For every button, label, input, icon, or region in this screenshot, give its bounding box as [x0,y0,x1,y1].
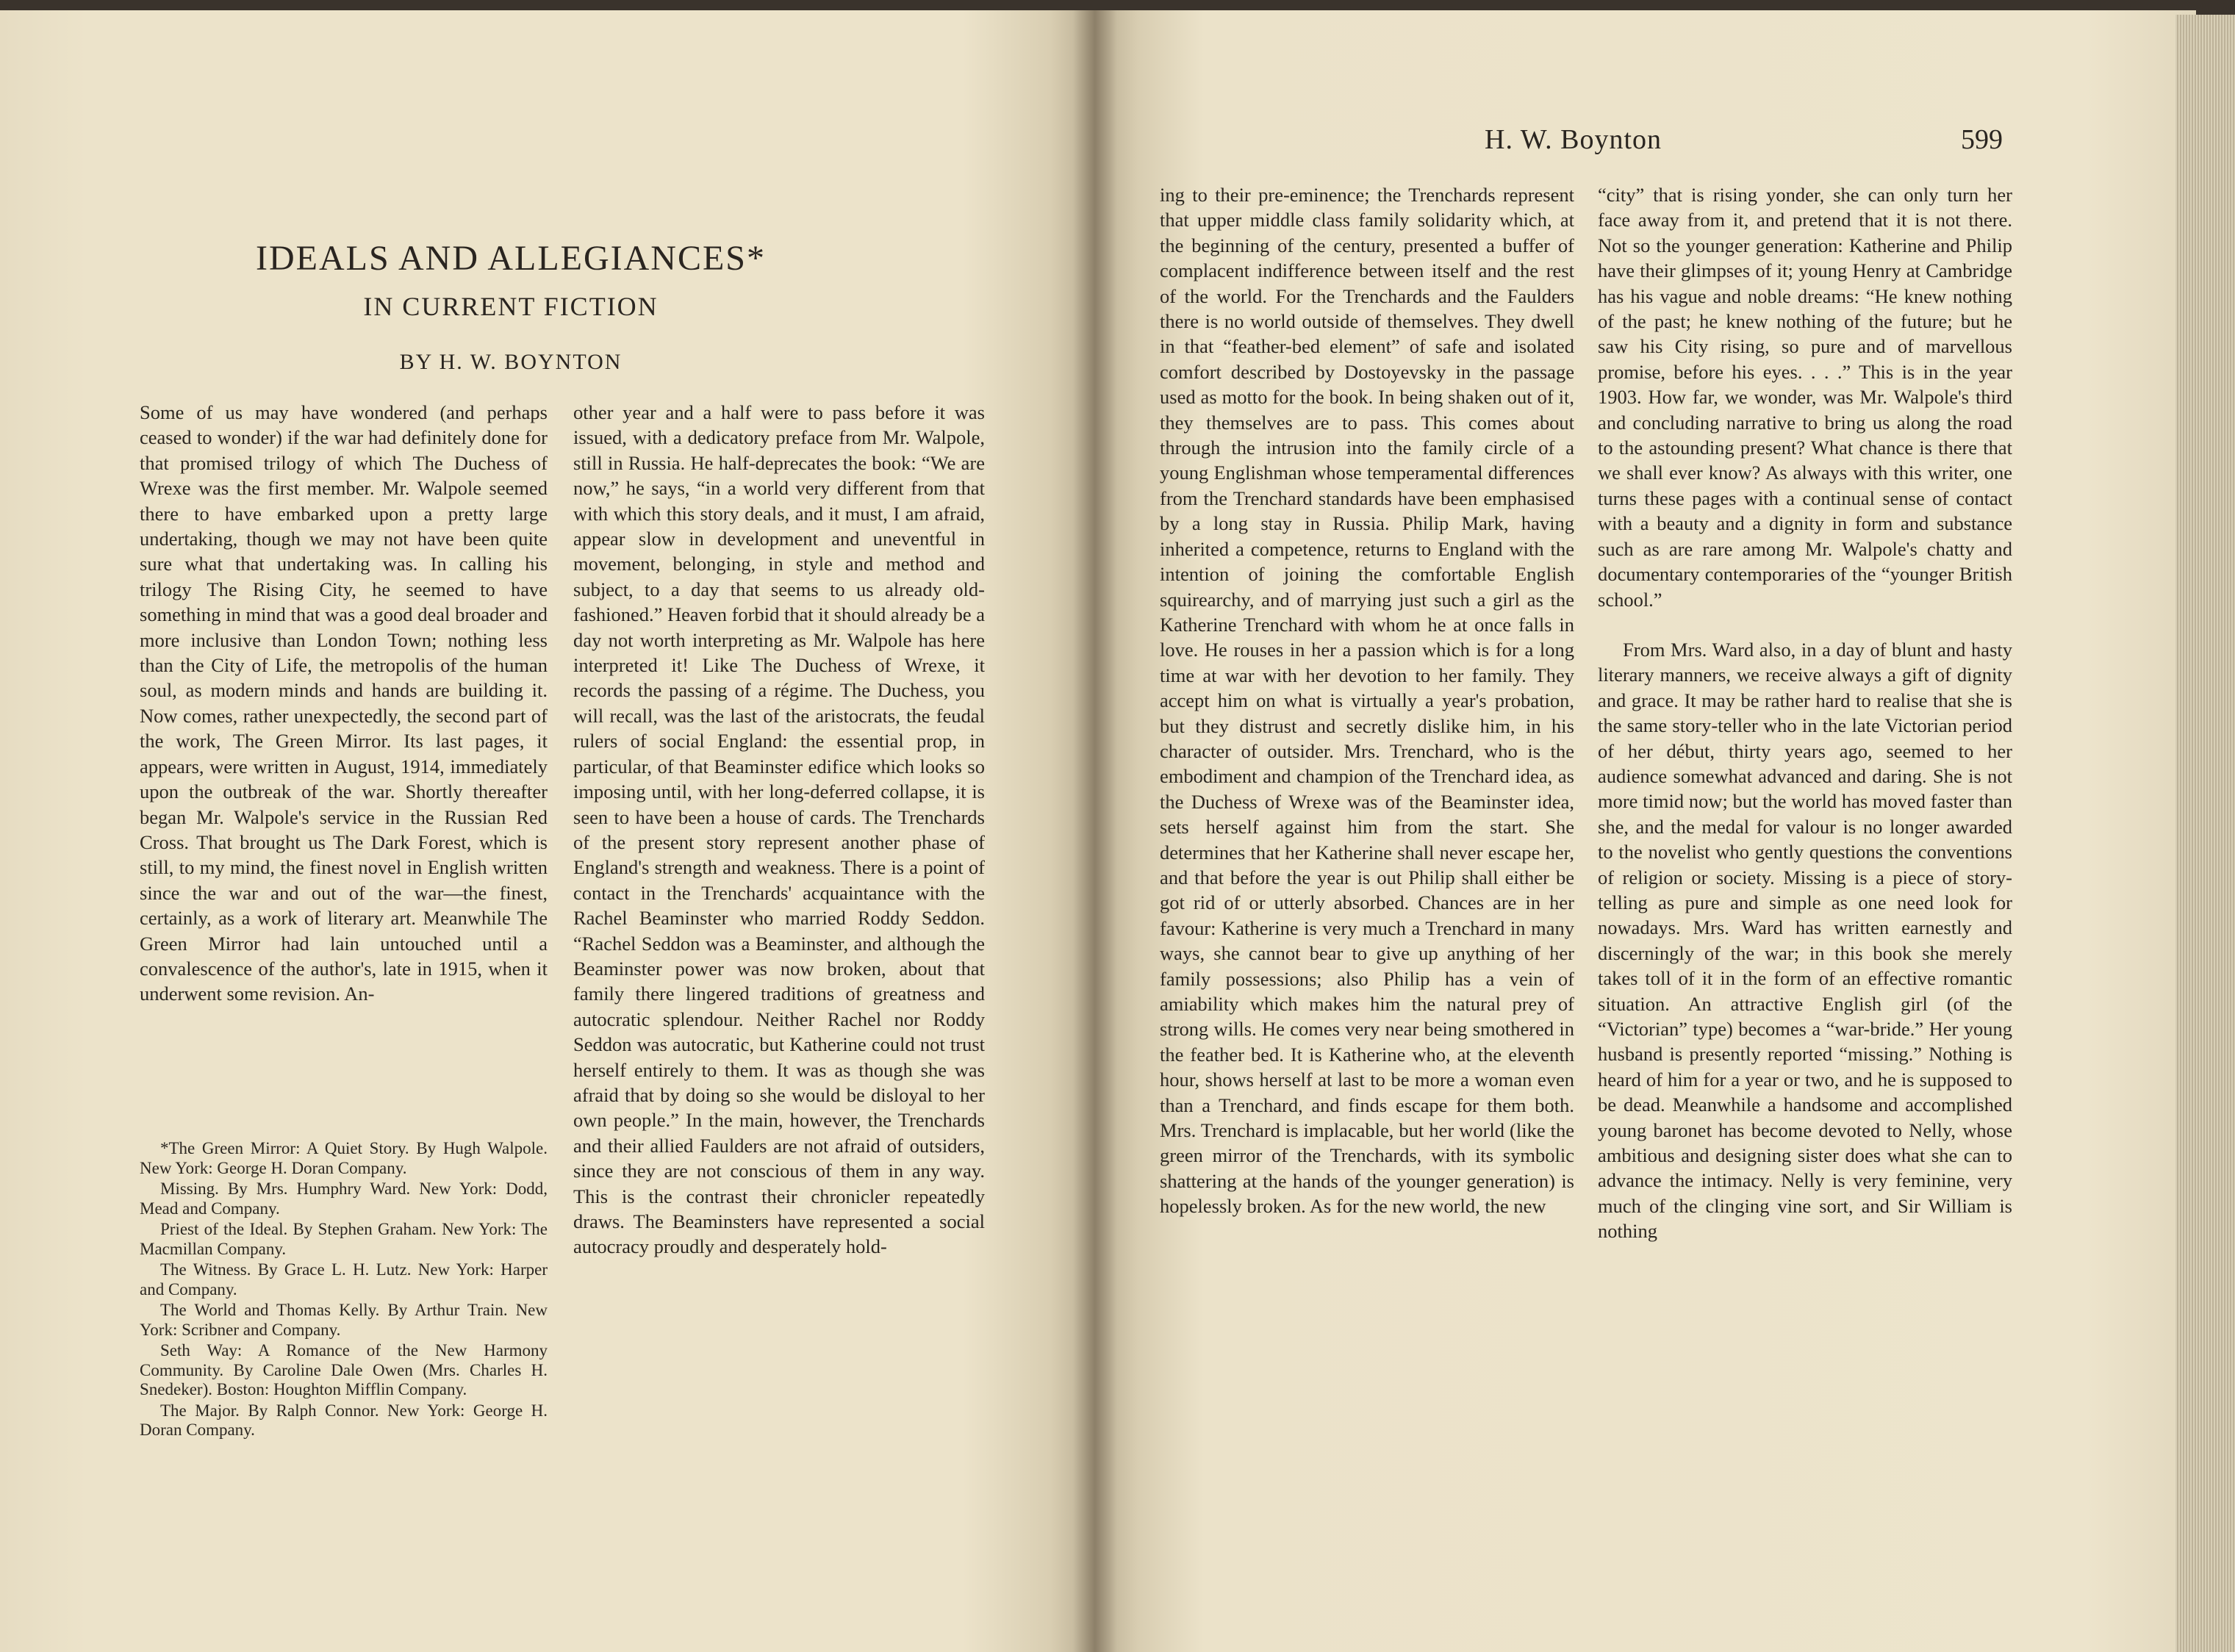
footnote: The Witness. By Grace L. H. Lutz. New York: Harper and Company. [140,1260,548,1299]
text-column-4 [1598,182,2012,1244]
article-byline: BY H. W. BOYNTON [399,350,623,374]
text-column-3 [1160,182,1574,1219]
text-column-2 [573,400,985,1260]
article-title: IDEALS AND ALLEGIANCES* [256,239,766,278]
book-gutter [1073,10,1117,1652]
paragraph: Some of us may have wondered (and perhaps ceased to wonder) if the war had definitely done for that promised trilogy of which The Duchess of Wrexe was the first member. Mr. Walpole seemed there to have embarked upon a pretty large undertaking, though we may not have been quite sure what that undertaking was. In calling his trilogy The Rising City, he seemed to have something in mind that was a good deal broader and more inclusive than London Town; nothing less than the City of Life, the metropolis of the human soul, as modern minds and hands are building it. Now comes, rather unexpectedly, the second part of the work, The Green Mirror. Its last pages, it appears, were written in August, 1914, immediately upon the outbreak of the war. Shortly thereafter began Mr. Walpole's service in the Russian Red Cross. That brought us The Dark Forest, which is still, to my mind, the finest novel in English written since the war and out of the war—the finest, certainly, as a work of literary art. Meanwhile The Green Mirror had lain untouched until a convalescence of the author's, late in 1915, when it underwent some revision. An- [140,401,548,1005]
footnote: Missing. By Mrs. Humphry Ward. New York: Dodd, Mead and Company. [140,1179,548,1218]
page-number: 599 [1961,124,2003,155]
footnote: The Major. By Ralph Connor. New York: George H. Doran Company. [140,1401,548,1439]
footnote: Priest of the Ideal. By Stephen Graham. New York: The Macmillan Company. [140,1220,548,1258]
paragraph: From Mrs. Ward also, in a day of blunt and hasty literary manners, we receive always a gift of dignity and grace. It may be rather hard to realise that she is the same story-teller who in the late Victorian period of her début, thirty years ago, seemed to her audience somewhat advanced and daring. She is not more timid now; but the world has moved faster than she, and the medal for valour is no longer awarded to the novelist who gently questions the conventions of religion or society. Missing is a piece of story-telling as pure and simple as one need look for nowadays. Mrs. Ward has written earnestly and discerningly of the war; in this book she merely takes toll of it in the form of an effective romantic situation. An attractive English girl (of the “Victorian” type) becomes a “war-bride.” Her young husband is presently reported “missing.” Nothing is heard of him for a year or two, and he is supposed to be dead. Meanwhile a handsome and accomplished young baronet has become devoted to Nelly, whose ambitious and designing sister does what she can to advance the intimacy. Nelly is very feminine, very much of the clinging vine sort, and Sir William is nothing [1598,638,2012,1243]
footnotes [140,1139,548,1442]
paragraph: other year and a half were to pass before it was issued, with a dedicatory preface from Mr. Walpole, still in Russia. He half-deprecates the book: “We are now,” he says, “in a world very different from that with which this story deals, and it must, I am afraid, appear slow in development and uneventful in movement, belonging, in style and method and subject, to a day that seems to us already old-fashioned.” Heaven forbid that it should already be a day not worth interpreting as Mr. Walpole has here interpreted it! Like The Duchess of Wrexe, it records the passing of a régime. The Duchess, you will recall, was the last of the aristocrats, the feudal rulers of social England: the essential prop, in particular, of that Beaminster edifice which looks so imposing until, with her long-deferred collapse, it is seen to have been a house of cards. The Trenchards of the present story represent another phase of England's strength and weakness. There is a point of contact in the Trenchards' acquaintance with the Rachel Beaminster who married Roddy Seddon. “Rachel Seddon was a Beaminster, and although the Beaminster power was now broken, about that family there lingered traditions of greatness and autocratic splendour. Neither Rachel nor Roddy Seddon was autocratic, but Katherine could not trust herself entirely to them. It was as though she was afraid that by doing so she would be disloyal to her own people.” In the main, however, the Trenchards and their allied Faulders are not afraid of outsiders, since they are not conscious of them in any way. This is the contrast their chronicler repeatedly draws. The Beaminsters have represented a social autocracy proudly and desperately hold- [573,401,985,1258]
footnote: The World and Thomas Kelly. By Arthur Train. New York: Scribner and Company. [140,1301,548,1339]
footnote: Seth Way: A Romance of the New Harmony Community. By Caroline Dale Owen (Mrs. Charles H. Snedeker). Boston: Houghton Mifflin Company. [140,1341,548,1398]
article-subtitle: IN CURRENT FICTION [363,292,659,321]
paragraph: “city” that is rising yonder, she can only turn her face away from it, and pretend that it is not there. Not so the younger generation: Katherine and Philip have their glimpses of it; young Henry at Cambridge has his vague and noble dreams: “He knew nothing of the past; he knew nothing of the future; but he saw his City rising, so pure and of marvellous promise, before his eyes. . . .” This is in the year 1903. How far, we wonder, was Mr. Walpole's third and concluding narrative to bring us along the road to the astounding present? What chance is there that we shall ever know? As always with this writer, one turns these pages with a continual sense of contact with a beauty and a dignity in form and substance such as are rare among Mr. Walpole's chatty and documentary contemporaries of the “younger British school.” [1598,184,2012,611]
page-edges [2175,15,2235,1652]
text-column-1 [140,400,548,1007]
running-head: H. W. Boynton [1485,124,1662,155]
paragraph: ing to their pre-eminence; the Trenchards represent that upper middle class family solidarity which, at the beginning of the century, presented a buffer of complacent indifference between itself and the rest of the world. For the Trenchards and the Faulders there is no world outside of themselves. They dwell in that “feather-bed element” of safe and isolated comfort described by Dostoyevsky in the passage used as motto for the book. In being shaken out of it, they themselves are to pass. This comes about through the intrusion into the family circle of a young Englishman whose temperamental differences from the Trenchard standards have been emphasised by a long stay in Russia. Philip Mark, having inherited a competence, returns to England with the intention of joining the comfortable English squirearchy, and of marrying just such a girl as the Katherine Trenchard with whom he at once falls in love. He rouses in her a passion which is for a long time at war with her devotion to her family. They accept him on what is virtually a year's probation, but they distrust and secretly dislike him, in his character of outsider. Mrs. Trenchard, who is the embodiment and champion of the Trenchard idea, as the Duchess of Wrexe was of the Beaminster idea, sets herself against him from the start. She determines that her Katherine shall never escape her, and that before the year is out Philip shall either be got rid of or utterly absorbed. Chances are in her favour: Katherine is very much a Trenchard in many ways, she cannot bear to give up anything of her family possessions; also Philip has a vein of amiability which makes him the natural prey of strong wills. He comes very near being smothered in the feather bed. It is Katherine who, at the eleventh hour, shows herself at last to be more a woman even than a Trenchard, and finds escape for them both. Mrs. Trenchard is implacable, but her world (like the green mirror of the Trenchards, with its symbolic shattering at the hands of the younger generation) is hopelessly broken. As for the new world, the new [1160,184,1574,1218]
left-page [0,10,1094,1652]
footnote: *The Green Mirror: A Quiet Story. By Hugh Walpole. New York: George H. Doran Company. [140,1139,548,1177]
